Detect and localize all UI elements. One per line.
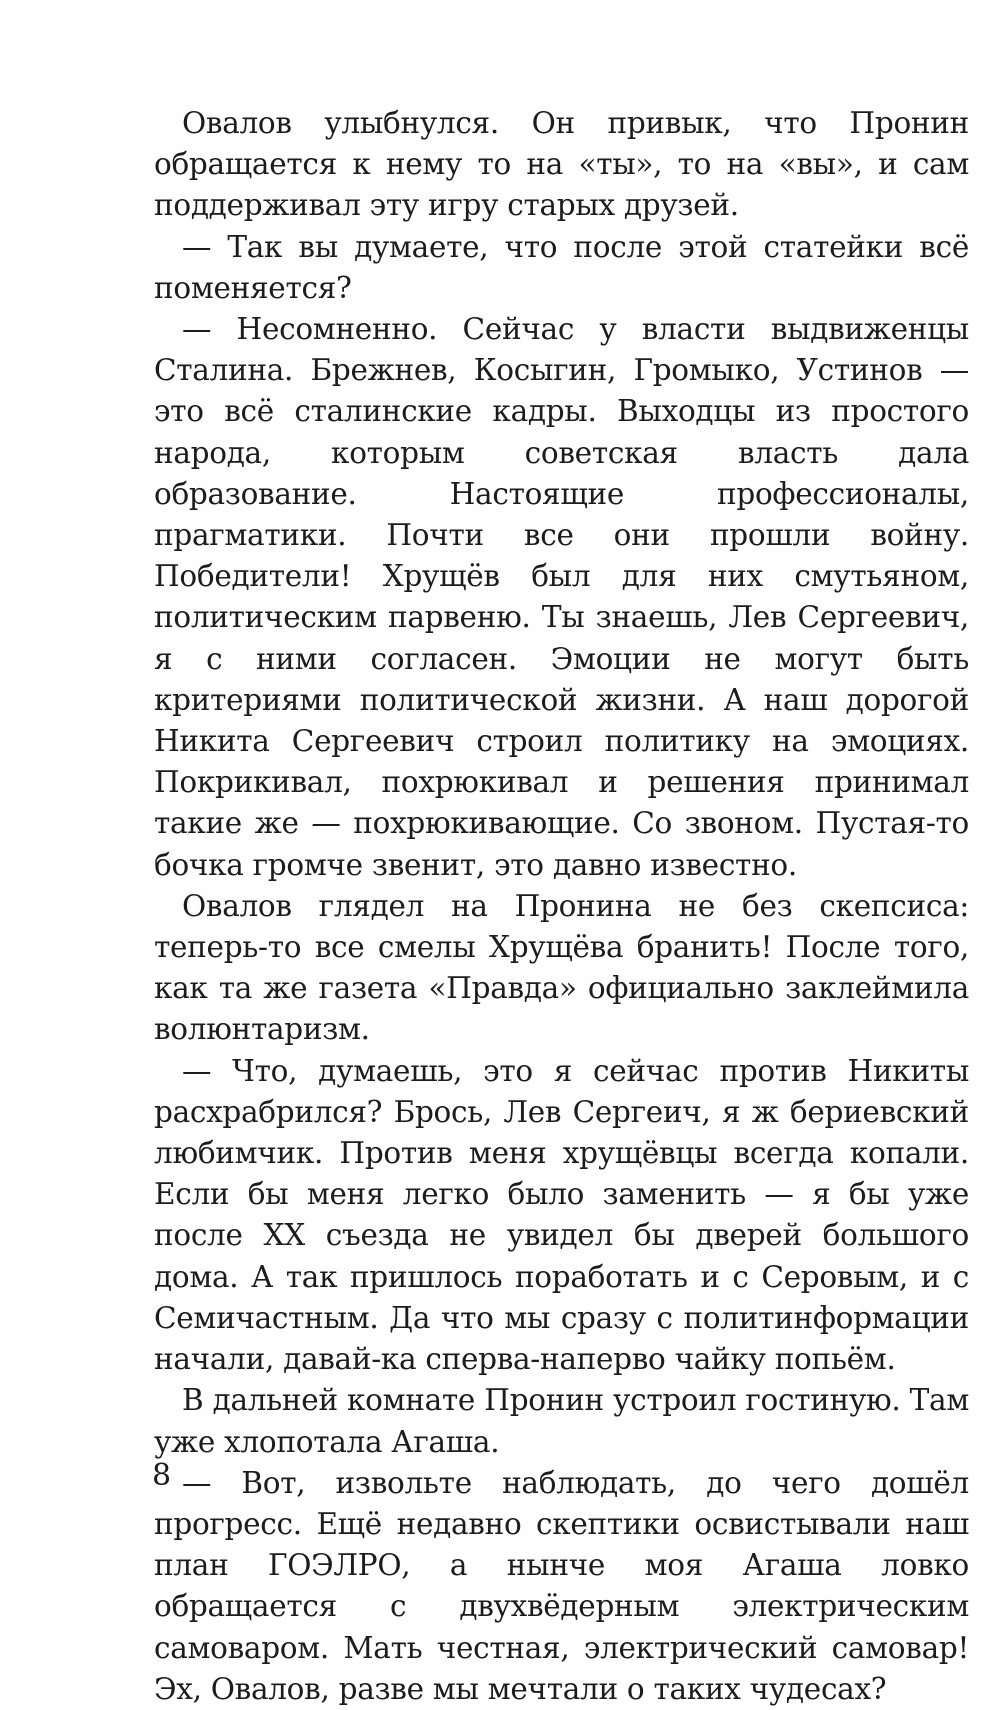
paragraph-2: — Так вы думаете, что после этой статейки всё поменяется? (154, 229, 969, 305)
paragraph-3: — Несомненно. Сейчас у власти выдвиженцы Сталина. Брежнев, Косыгин, Громыко, Устинов — это всё сталинские кадры. Выходцы из простого народа, которым советская власть дала образование. Настоящие профессионалы, прагматики. Почти все они прошли войну. Победители! Хрущёв был для них смутьяном, политическим парвеню. Ты знаешь, Лев Сергеевич, я с ними согласен. Эмоции не могут быть критериями политической жизни. А наш дорогой Никита Сергеевич строил политику на эмоциях. Покрикивал, похрюкивал и решения принимал такие же — похрюкивающие. Со звоном. Пустая-то бочка громче звенит, это давно известно. (154, 312, 969, 882)
paragraph-7: — Вот, извольте наблюдать, до чего дошёл прогресс. Ещё недавно скептики освистывали наш план ГОЭЛРО, а нынче моя Агаша ловко обращается с двухвёдерным электрическим самоваром. Мать честная, электрический самовар! Эх, Овалов, разве мы мечтали о таких чудесах? (154, 1465, 969, 1706)
paragraph-5: — Что, думаешь, это я сейчас против Никиты расхрабрился? Брось, Лев Сергеич, я ж бериевский любимчик. Против меня хрущёвцы всегда копали. Если бы меня легко было заменить — я бы уже после XX съезда не увидел бы дверей большого дома. А так пришлось поработать и с Серовым, и с Семичастным. Да что мы сразу с политинформации начали, давай-ка сперва-наперво чайку попьём. (154, 1053, 969, 1377)
paragraph-4: Овалов глядел на Пронина не без скепсиса: теперь-то все смелы Хрущёва бранить! После того, как та же газета «Правда» официально заклеймила волюнтаризм. (154, 888, 969, 1047)
page-number: 8 (152, 1458, 172, 1493)
paragraph-6: В дальней комнате Пронин устроил гостиную. Там уже хлопотала Агаша. (154, 1383, 969, 1459)
paragraph-1: Овалов улыбнулся. Он привык, что Пронин обращается к нему то на «ты», то на «вы», и сам поддерживал эту игру старых друзей. (154, 106, 969, 223)
body-text (154, 103, 969, 1710)
